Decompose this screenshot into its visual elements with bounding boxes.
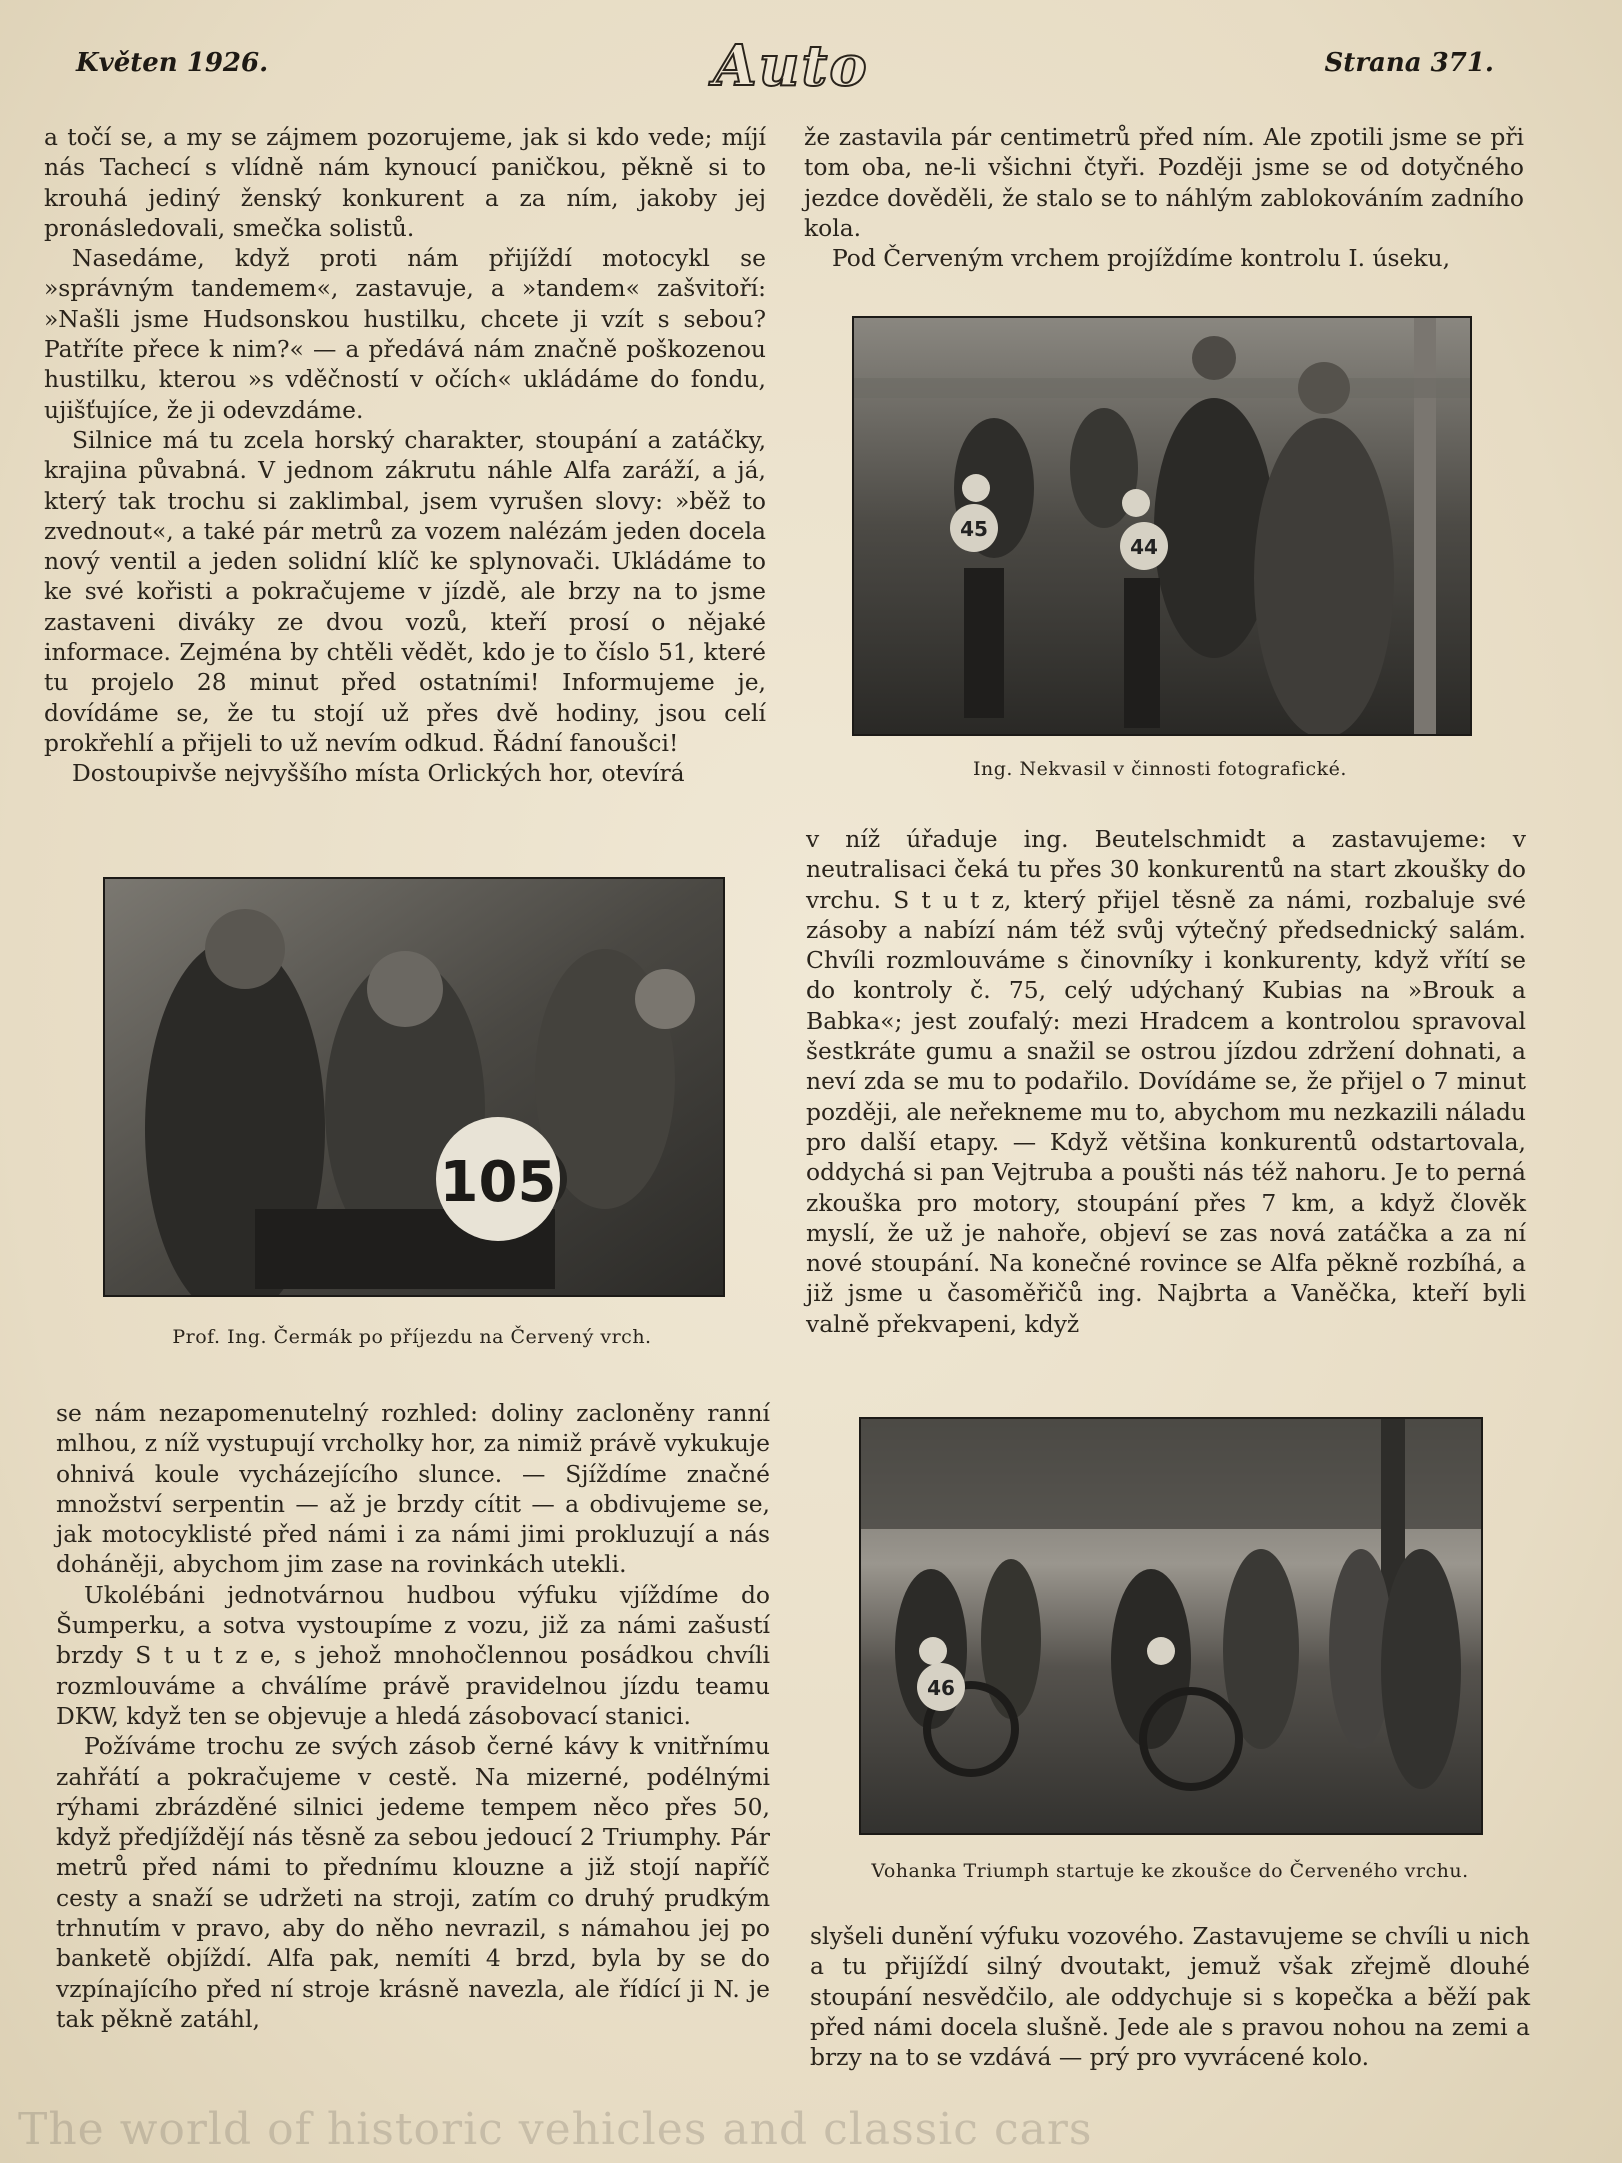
photo-vohanka <box>859 1417 1483 1835</box>
plate-44: 44 <box>1130 535 1158 559</box>
paragraph: slyšeli dunění výfuku vozového. Zastavujeme se chvíli u nich a tu přijíždí silný dvoutakt, jemuž však zřejmě dlouhé stoupání nesvědčilo, ale oddychuje si s kopečka a běží pak před námi docela slušně. Jede ale s pravou nohou na zemi a brzy na to se vzdává — prý pro vyvrácené kolo. <box>810 1922 1530 2072</box>
paragraph: že zastavila pár centimetrů před ním. Ale zpotili jsme se při tom oba, ne-li všichni čtyři. Později jsme se od dotyčného jezdce dověděli, že stalo se to náhlým zablokováním zadního kola. <box>804 123 1524 242</box>
column-right-bottom <box>810 1921 1530 2072</box>
plate-46: 46 <box>927 1676 955 1700</box>
photo-cermak-image <box>105 879 723 1295</box>
photo-vohanka-image <box>861 1419 1481 1833</box>
photo-cermak <box>103 877 725 1297</box>
paragraph: se nám nezapomenutelný rozhled: doliny zacloněny ranní mlhou, z níž vystupují vrcholky hor, za nimiž právě vykukuje ohnivá koule vycházejícího slunce. — Sjíždíme značné množství serpentin — až je brzdy cítit — a obdivujeme se, jak motocyklisté před námi i za námi jimi prokluzují a nás doháněji, abychom jim zase na rovinkách utekli. <box>56 1399 770 1579</box>
magazine-logo: Auto <box>713 33 869 99</box>
paragraph: Dostoupivše nejvyššího místa Orlických hor, otevírá <box>72 759 685 788</box>
paragraph: Požíváme trochu ze svých zásob černé kávy k vnitřnímu zahřátí a pokračujeme v cestě. Na mizerné, podélnými rýhami zbrázděné silnici jedeme tempem něco přes 50, když předjíždějí nás těsně za sebou jedoucí 2 Triumphy. Pár metrů před námi to přednímu klouzne a již stojí napříč cesty a snaží se udržeti na stroji, zatím co druhý prudkým trhnutím v pravo, aby do něho nevrazil, s námahou jej po banketě objíždí. Alfa pak, nemíti 4 brzd, byla by se do vzpínajícího před ní stroje krásně navezla, ale řídící ji N. je tak pěkně zatáhl, <box>56 1732 770 2033</box>
column-right-middle <box>806 824 1526 1339</box>
photo-nekvasil <box>852 316 1472 736</box>
paragraph: Ukolébáni jednotvárnou hudbou výfuku vjíždíme do Šumperku, a sotva vystoupíme z vozu, již za námi zašustí brzdy S t u t z e, s jehož mnohočlennou posádkou chvíli rozmlouváme a chválíme právě pravidelnou jízdu teamu DKW, když ten se objevuje a hledá zásobovací stanici. <box>56 1580 770 1730</box>
column-right-top <box>804 122 1524 273</box>
caption-cermak: Prof. Ing. Čermák po příjezdu na Červený vrch. <box>172 1326 652 1348</box>
plate-105: 105 <box>439 1150 557 1215</box>
paragraph: Silnice má tu zcela horský charakter, stoupání a zatáčky, krajina půvabná. V jednom zákrutu náhle Alfa zaráží, a já, který tak trochu si zaklimbal, jsem vyrušen slovy: »běž to zvednout«, a také pár metrů za vozem nalézám jeden docela nový ventil a jeden solidní klíč ke splynovači. Ukládáme to ke své kořisti a pokračujeme v jízdě, ale brzy na to jsme zastaveni diváky ze dvou vozů, kteří prosí o nějaké informace. Zejména by chtěli vědět, kdo je to číslo 51, které tu projelo 28 minut před ostatními! Informujeme je, dovídáme se, že tu stojí už přes dvě hodiny, jsou celí prokřehlí a přijeli to už nevím odkud. Řádní fanoušci! <box>44 425 766 757</box>
paragraph: v níž úřaduje ing. Beutelschmidt a zastavujeme: v neutralisaci čeká tu přes 30 konkurentů na start zkoušky do vrchu. S t u t z, který přijel těsně za námi, rozbaluje své zásoby a nabízí nám též svůj výtečný předsednický salám. Chvíli rozmlouváme s činovníky i konkurenty, když vřítí se do kontroly č. 75, celý udýchaný Kubias na »Brouk a Babka«; jest zoufalý: mezi Hradcem a kontrolou spravoval šestkráte gumu a snažil se ostrou jízdou zdržení dohnati, a neví zda se mu to podařilo. Dovídáme se, že přijel o 7 minut později, ale neřekneme mu to, abychom mu nezkazili náladu pro další etapy. — Když většina konkurentů odstartovala, oddychá si pan Vejtruba a poušti nás též nahoru. Je to perná zkouška pro motory, stoupání přes 7 km, a když člověk myslí, že už je nahoře, objeví se zas nová zatáčka a za ní nové stoupání. Na konečné rovince se Alfa pěkně rozbíhá, a již jsme u časoměřičů ing. Najbrta a Vaněčka, kteří byli valně překvapeni, když <box>806 825 1526 1338</box>
paragraph: Pod Červeným vrchem projíždíme kontrolu I. úseku, <box>832 244 1451 273</box>
column-left-top <box>44 122 766 789</box>
page-number: Strana 371. <box>1324 48 1494 78</box>
paragraph: a točí se, a my se zájmem pozorujeme, jak si kdo vede; míjí nás Tachecí s vlídně nám kynoucí paničkou, pěkně si to krouhá jediný ženský konkurent a za ním, jakoby jej pronásledovali, smečka solistů. <box>44 123 766 242</box>
issue-date: Květen 1926. <box>76 48 269 78</box>
photo-nekvasil-image <box>854 318 1470 734</box>
column-left-bottom <box>56 1398 770 2034</box>
watermark-text: The world of historic vehicles and classic cars <box>18 2104 1093 2155</box>
plate-45: 45 <box>960 517 988 541</box>
caption-vohanka: Vohanka Triumph startuje ke zkoušce do Červeného vrchu. <box>871 1860 1469 1882</box>
paragraph: Nasedáme, když proti nám přijíždí motocykl se »správným tandemem«, zastavuje, a »tandem« zašvitoří: »Našli jsme Hudsonskou hustilku, chcete ji vzít s sebou? Patříte přece k nim?« — a předává nám značně poškozenou hustilku, kterou »s vděčností v očích« ukládáme do fondu, ujišťujíce, že ji odevzdáme. <box>44 244 766 424</box>
caption-nekvasil: Ing. Nekvasil v činnosti fotografické. <box>973 758 1347 780</box>
